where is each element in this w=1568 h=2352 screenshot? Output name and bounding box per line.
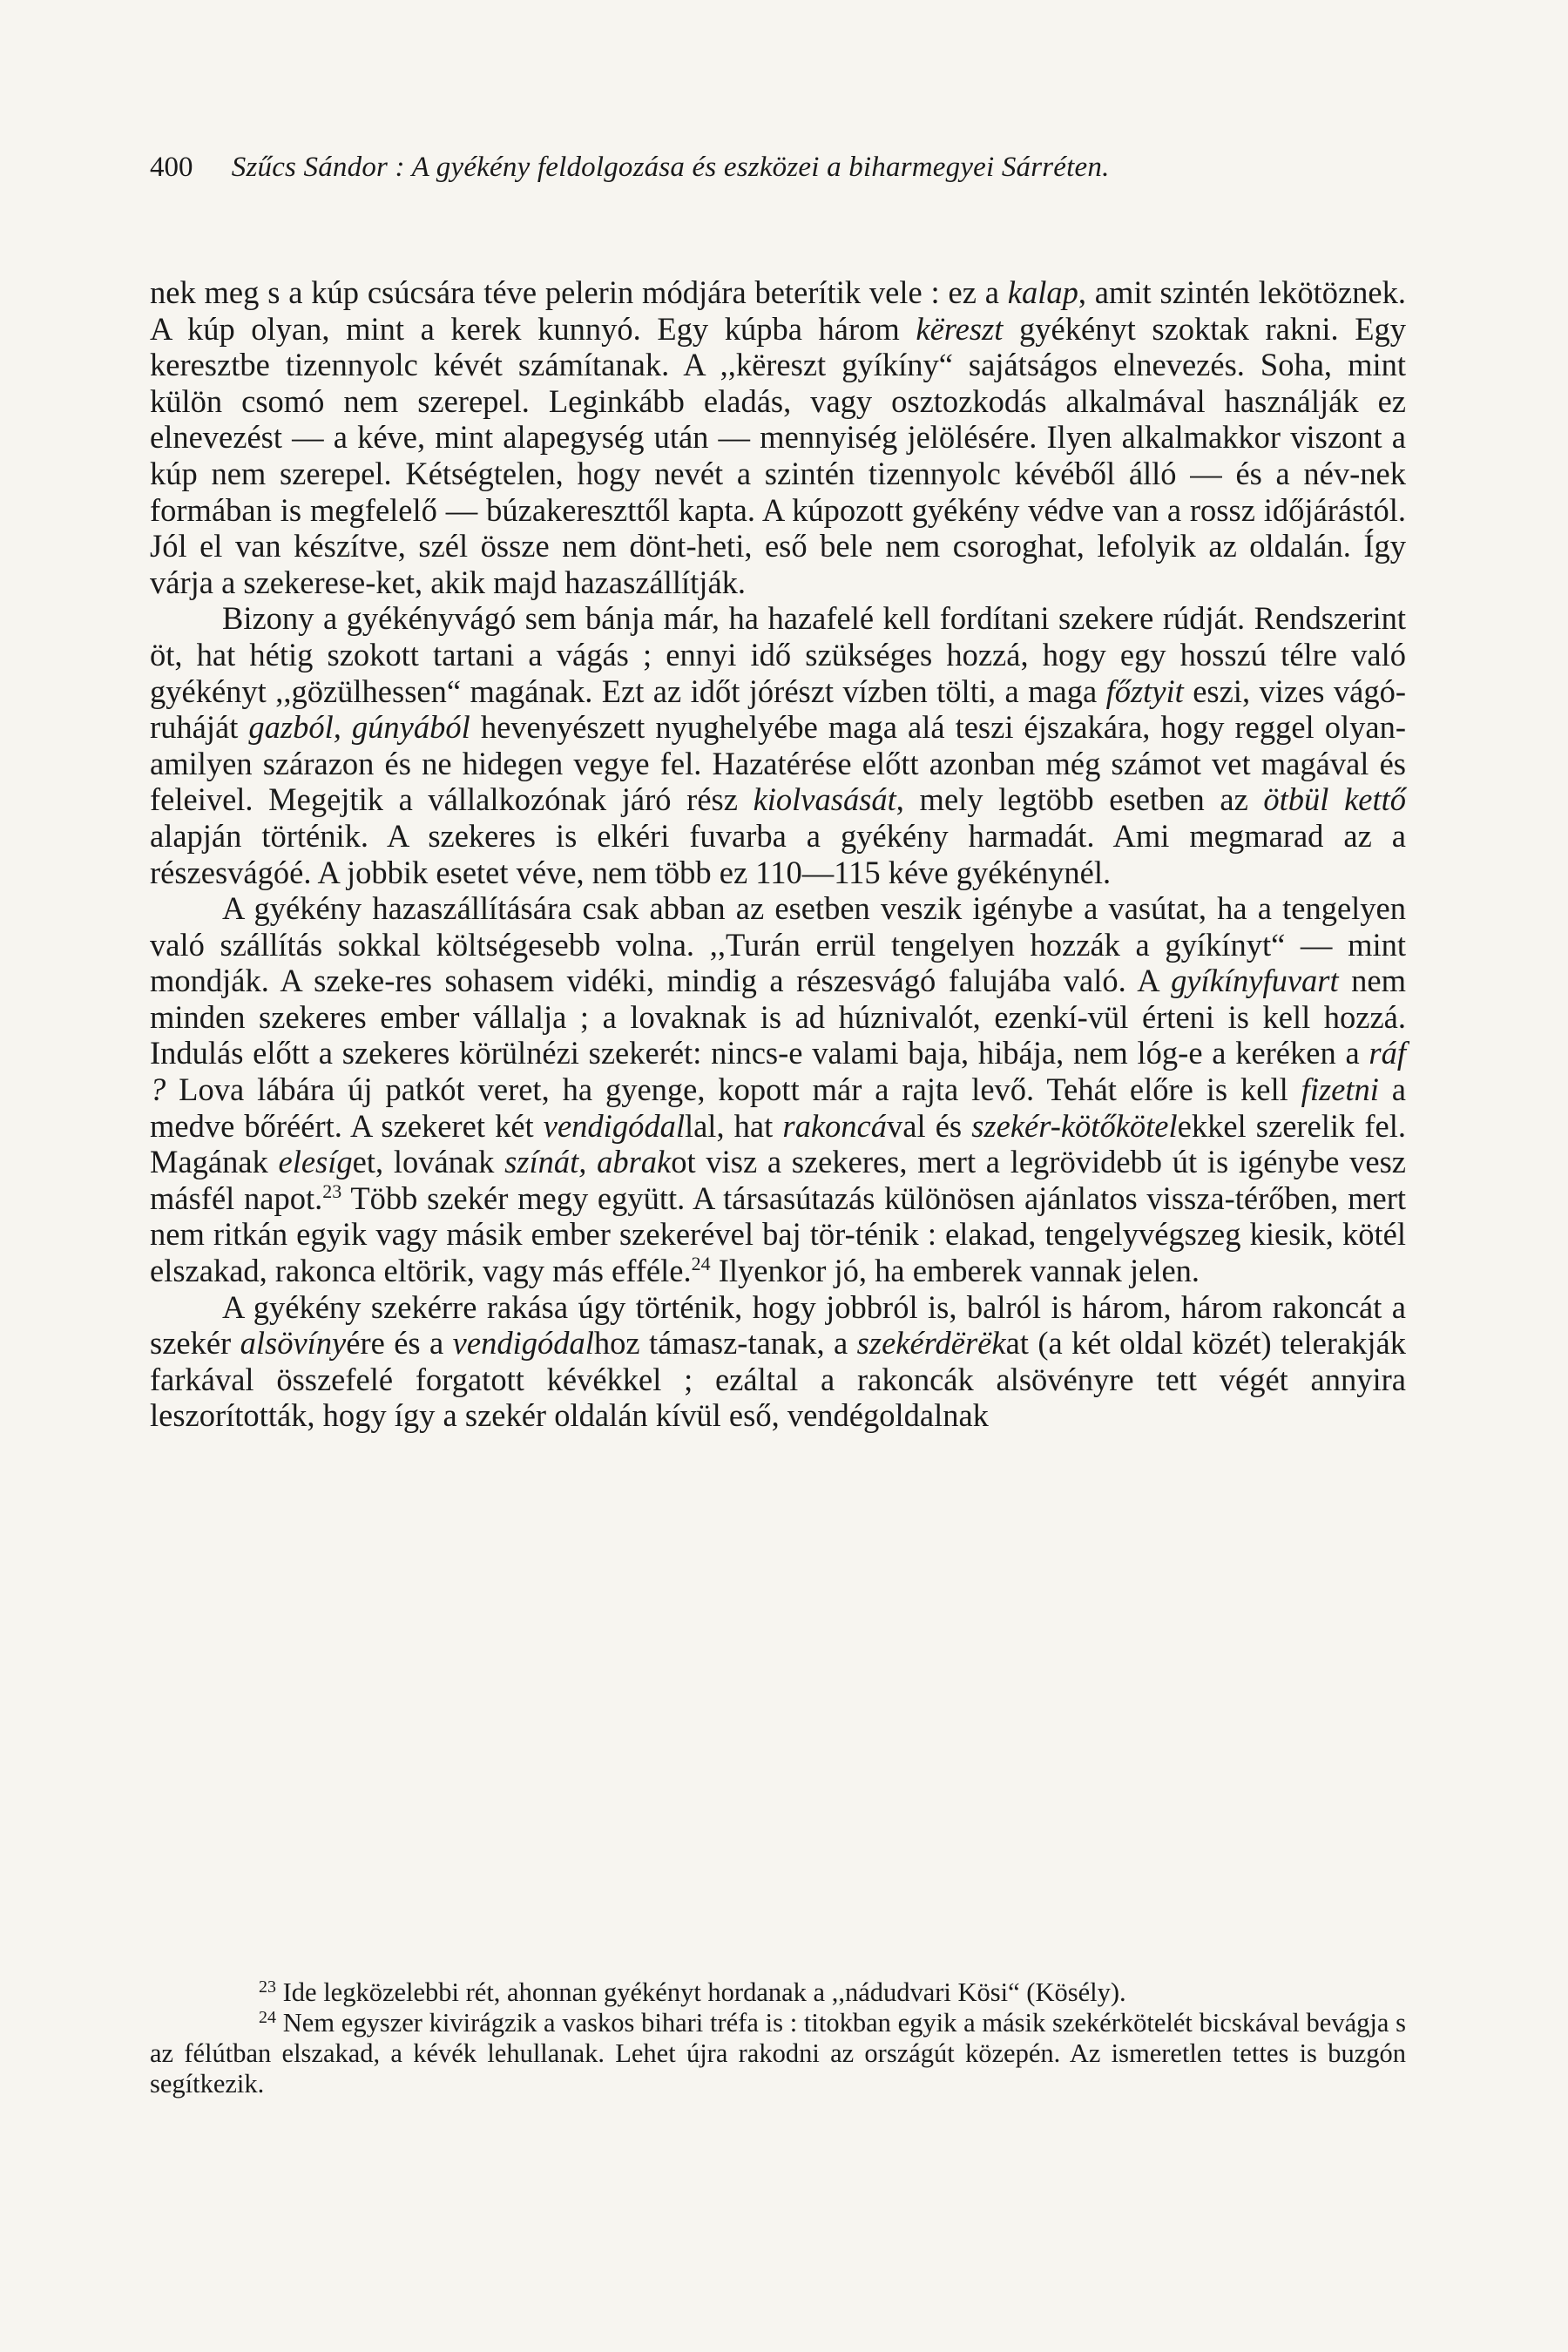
italic-term: rakoncá xyxy=(782,1107,887,1144)
footnote xyxy=(150,1977,1406,2008)
text-run: ére és a xyxy=(346,1325,453,1362)
text-run: , mely legtöbb esetben az xyxy=(896,781,1264,818)
running-header xyxy=(150,150,1413,185)
text-run: ot visz a szekeres, mert a legrövidebb út is igénybe vesz másfél napot. xyxy=(150,1144,1406,1216)
text-run: Több szekér megy együtt. A társasútazás különösen ajánlatos vissza-térőben, mert nem ritkán egyik vagy másik ember szekerével baj tör-ténik : elakad, tengelyvégszeg kiesik, kötél elszakad, rakonca eltörik, vagy más efféle. xyxy=(150,1179,1406,1289)
text-run: Ilyenkor jó, ha emberek vannak jelen. xyxy=(710,1253,1200,1289)
italic-term: szekér-kötőkötel xyxy=(971,1107,1178,1144)
italic-term: szekérdërëk xyxy=(856,1325,1006,1362)
footnote-mark: 23 xyxy=(259,1977,276,1997)
footnote-ref: 23 xyxy=(322,1179,342,1202)
italic-term: elesíg xyxy=(278,1144,353,1180)
footnotes xyxy=(150,1977,1406,2099)
footnote xyxy=(150,2008,1406,2099)
italic-term: ötbül kettő xyxy=(1263,781,1407,818)
text-run: eszi, vizes vágó-ruháját xyxy=(150,672,1406,746)
text-run: Lova lábára új patkót veret, ha gyenge, kopott már a rajta levő. Tehát előre is kell xyxy=(166,1071,1301,1108)
paragraph xyxy=(150,274,1406,600)
italic-term: gazból, gúnyából xyxy=(248,709,470,746)
text-run: A gyékény szekérre rakása úgy történik, hogy jobbról is, balról is három, három rakoncát a szekér xyxy=(150,1288,1406,1362)
italic-term: vendigódal xyxy=(452,1325,594,1362)
footnote-text: Nem egyszer kivirágzik a vaskos bihari tréfa is : titokban egyik a másik szekérkötelét bicskával bevágja s az félútban elszakad, a kévék lehullanak. Lehet újra rakodni az országút közepén. Az ismeretlen tettes is buzgón segítkezik. xyxy=(150,2008,1406,2099)
text-run: gyékényt szoktak rakni. Egy keresztbe tizennyolc kévét számítanak. A ,,këreszt gyíkíny“ sajátságos elnevezés. Soha, mint külön csomó nem szerepel. Leginkább eladás, vagy osztozkodás alkalmával használják ez elnevezést — a kéve, mint alapegység után — mennyiség jelölésére. Ilyen alkalmakkor viszont a kúp nem szerepel. Kétségtelen, hogy nevét a szintén tizennyolc kévéből álló — és a név-nek formában is megfelelő — búzakereszttől kapta. A kúpozott gyékény védve van a rossz időjárástól. Jól el van készítve, szél össze nem dönt-heti, eső bele nem csoroghat, lefolyik az oldalán. Így várja a szekerese-ket, akik majd hazaszállítják. xyxy=(150,310,1406,600)
text-run: et, lovának xyxy=(352,1144,505,1180)
text-run: , amit szintén lekötöznek. A kúp olyan, mint a kerek kunnyó. Egy kúpba három xyxy=(150,274,1406,347)
text-run: nem minden szekeres ember vállalja ; a lovaknak is ad húznivalót, ezenkí-vül érteni is kell hozzá. Indulás előtt a szekeres körülnézi szekerét: nincs-e valami baja, hibája, nem lóg-e a keréken a xyxy=(150,963,1406,1071)
italic-term: kalap xyxy=(1007,274,1078,310)
text-run: at (a két oldal közét) telerakják farkával összefelé forgatott kévékkel ; ezáltal a rakoncák alsövényre tett végét annyira leszorították, hogy így a szekér oldalán kívül eső, vendégoldalnak xyxy=(150,1325,1406,1434)
text-run: val és xyxy=(887,1107,972,1144)
text-run: hoz támasz-tanak, a xyxy=(593,1325,857,1362)
footnote-ref: 24 xyxy=(691,1253,711,1275)
running-title: Szűcs Sándor : A gyékény feldolgozása és eszközei a biharmegyei Sárréten. xyxy=(231,152,1110,183)
footnote-text: Ide legközelebbi rét, ahonnan gyékényt hordanak a ,,nádudvari Kösi“ (Kösély). xyxy=(282,1977,1126,2007)
italic-term: kiolvasását xyxy=(753,781,896,818)
text-run: ekkel szerelik fel. Magának xyxy=(150,1107,1407,1180)
paragraph xyxy=(150,600,1406,890)
italic-term: këreszt xyxy=(916,310,1004,347)
italic-term: főztyit xyxy=(1105,672,1184,709)
italic-term: vendigódal xyxy=(543,1107,685,1144)
text-run: nek meg s a kúp csúcsára téve pelerin módjára beterítik vele : ez a xyxy=(150,274,1008,310)
text-run: Bizony a gyékényvágó sem bánja már, ha hazafelé kell fordítani szekere rúdját. Rendszerint öt, hat hétig szokott tartani a vágás ; ennyi idő szükséges hozzá, hogy egy hosszú télre való gyékényt ,,gözülhessen“ magának. Ezt az időt jórészt vízben tölti, a maga xyxy=(150,600,1406,709)
paragraph xyxy=(150,1289,1406,1434)
body-text xyxy=(150,274,1406,1434)
italic-term: fizetni xyxy=(1301,1071,1379,1108)
italic-term: ráf ? xyxy=(150,1035,1406,1108)
italic-term: gyíkínyfuvart xyxy=(1171,963,1339,999)
italic-term: alsövíny xyxy=(240,1325,347,1362)
italic-term: színát, abrak xyxy=(504,1144,672,1180)
text-run: A gyékény hazaszállítására csak abban az esetben veszik igénybe a vasútat, ha a tengelyen való szállítás sokkal költségesebb volna. ,,Turán errül tengelyen hozzák a gyíkínyt“ — mint mondják. A szeke-res sohasem vidéki, mindig a részesvágó falujába való. A xyxy=(150,890,1406,999)
footnote-mark: 24 xyxy=(259,2008,276,2027)
text-run: a medve bőréért. A szekeret két xyxy=(150,1071,1407,1144)
text-run: hevenyészett nyughelyébe maga alá teszi éjszakára, hogy reggel olyan-amilyen szárazon és ne hidegen vegye fel. Hazatérése előtt azonban még számot vet magával és feleivel. Megejtik a vállalkozónak járó rész xyxy=(150,709,1406,818)
text-run: lal, hat xyxy=(684,1107,783,1144)
text-run: alapján történik. A szekeres is elkéri fuvarba a gyékény harmadát. Ami megmarad az a részesvágóé. A jobbik esetet véve, nem több ez 110—115 kéve gyékénynél. xyxy=(150,817,1406,890)
page-number: 400 xyxy=(150,152,193,183)
paragraph xyxy=(150,890,1406,1289)
